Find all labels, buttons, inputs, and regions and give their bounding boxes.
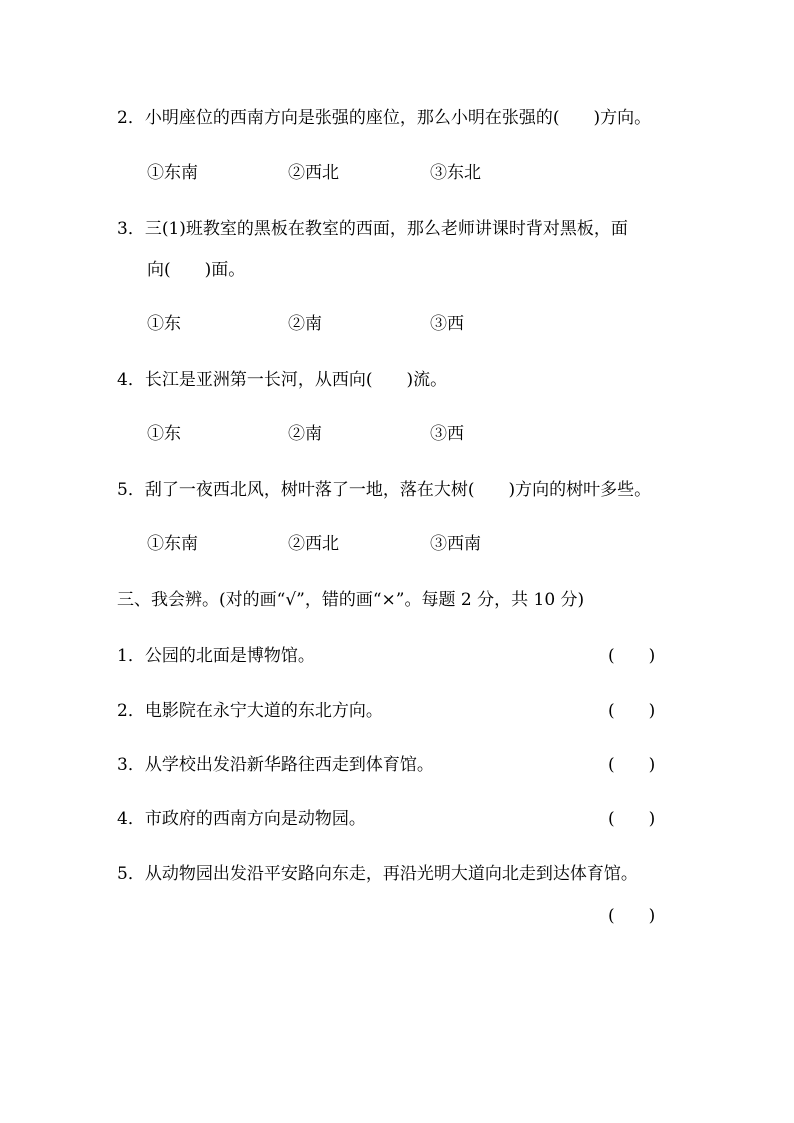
item-number: 2． <box>117 701 145 721</box>
question-2 <box>117 106 651 130</box>
judge-item-1 <box>117 644 315 668</box>
judge-item-3 <box>117 753 434 777</box>
question-text: 小明座位的西南方向是张强的座位，那么小明在张强的( )方向。 <box>144 108 652 128</box>
option-2: ②西北 <box>288 163 339 183</box>
question-text: 刮了一夜西北风，树叶落了一地，落在大树( )方向的树叶多些。 <box>144 480 652 500</box>
option-2: ②南 <box>288 314 322 334</box>
item-text: 公园的北面是博物馆。 <box>144 646 315 666</box>
item-number: 3． <box>117 755 145 775</box>
question-text: 三(1)班教室的黑板在教室的西面，那么老师讲课时背对黑板，面 <box>144 219 628 239</box>
option-3: ③东北 <box>430 163 481 183</box>
judge-item-5 <box>117 862 638 886</box>
judge-item-2 <box>117 699 383 723</box>
option-1: ①东南 <box>147 163 198 183</box>
judge-item-4 <box>117 807 366 831</box>
option-1: ①东 <box>147 314 181 334</box>
item-number: 1． <box>117 646 145 666</box>
option-1: ①东南 <box>147 534 198 554</box>
question-3-continuation: 向( )面。 <box>147 260 246 280</box>
answer-blank[interactable]: ( ) <box>608 809 656 829</box>
answer-blank[interactable]: ( ) <box>608 906 656 926</box>
item-text: 电影院在永宁大道的东北方向。 <box>144 701 383 721</box>
question-number: 4． <box>117 370 145 390</box>
option-3: ③西 <box>430 424 464 444</box>
answer-blank[interactable]: ( ) <box>608 755 656 775</box>
item-text: 市政府的西南方向是动物园。 <box>144 809 366 829</box>
option-3: ③西 <box>430 314 464 334</box>
item-text: 从动物园出发沿平安路向东走，再沿光明大道向北走到达体育馆。 <box>144 864 638 884</box>
question-4 <box>117 368 447 392</box>
item-number: 4． <box>117 809 145 829</box>
question-number: 5． <box>117 480 145 500</box>
answer-blank[interactable]: ( ) <box>608 646 656 666</box>
question-number: 3． <box>117 219 145 239</box>
question-number: 2． <box>117 108 145 128</box>
question-text: 长江是亚洲第一长河，从西向( )流。 <box>144 370 448 390</box>
option-3: ③西南 <box>430 534 481 554</box>
item-number: 5． <box>117 864 145 884</box>
item-text: 从学校出发沿新华路往西走到体育馆。 <box>144 755 434 775</box>
question-3 <box>117 217 628 241</box>
question-5 <box>117 478 651 502</box>
answer-blank[interactable]: ( ) <box>608 701 656 721</box>
option-2: ②西北 <box>288 534 339 554</box>
section-heading: 三、我会辨。(对的画“√”，错的画“×”。每题 2 分，共 10 分) <box>117 590 585 610</box>
option-2: ②南 <box>288 424 322 444</box>
option-1: ①东 <box>147 424 181 444</box>
